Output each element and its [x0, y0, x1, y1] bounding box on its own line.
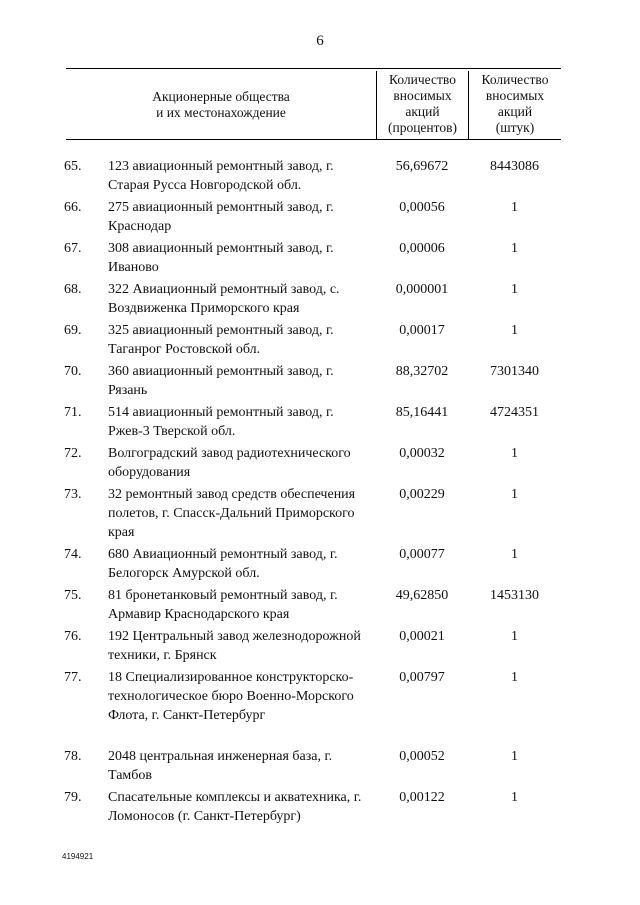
shares-quantity: 7301340	[490, 364, 539, 379]
shares-quantity: 1	[511, 241, 518, 256]
shares-percent: 0,00797	[399, 670, 445, 685]
shares-quantity: 1	[511, 790, 518, 805]
shares-percent: 49,62850	[395, 588, 449, 603]
table-row	[0, 747, 640, 788]
row-number: 66.	[64, 200, 82, 215]
shares-quantity: 4724351	[490, 405, 539, 420]
shares-percent: 0,00056	[399, 200, 445, 215]
company-name: 275 авиационный ремонтный завод, г. Краснодар	[108, 200, 334, 234]
row-number: 72.	[64, 446, 82, 461]
shares-percent: 88,32702	[395, 364, 449, 379]
table-row	[0, 668, 640, 747]
row-number: 70.	[64, 364, 82, 379]
shares-percent: 0,00021	[399, 629, 445, 644]
header-percent-line: (процентов)	[387, 120, 457, 135]
company-name: 123 авиационный ремонтный завод, г. Старая Русса Новгородской обл.	[108, 159, 334, 193]
shares-quantity: 1	[511, 670, 518, 685]
page-number: 6	[316, 33, 324, 49]
document-code: 4194921	[62, 852, 94, 861]
table-row	[0, 545, 640, 586]
header-org-line: Акционерные общества	[152, 89, 290, 104]
company-name: 18 Специализированное конструкторско-технологическое бюро Военно-Морского Флота, г. Санкт-Петербург	[108, 670, 354, 723]
row-number: 68.	[64, 282, 82, 297]
table-row	[0, 627, 640, 668]
header-quantity-line: Количество	[481, 72, 549, 87]
shares-percent: 0,00077	[399, 547, 445, 562]
table-row	[0, 788, 640, 829]
shares-quantity: 1	[511, 629, 518, 644]
table-body	[0, 157, 640, 829]
table-header	[66, 68, 561, 140]
row-number: 73.	[64, 487, 82, 502]
header-percent-line: вносимых	[393, 88, 452, 103]
shares-quantity: 1	[511, 547, 518, 562]
company-name: 81 бронетанковый ремонтный завод, г. Армавир Краснодарского края	[108, 588, 338, 622]
company-name: 308 авиационный ремонтный завод, г. Иваново	[108, 241, 334, 275]
shares-percent: 0,000001	[395, 282, 449, 297]
header-percent-line: акций	[405, 104, 440, 119]
table-row	[0, 157, 640, 198]
table-row	[0, 403, 640, 444]
table-row	[0, 485, 640, 545]
shares-percent: 0,00006	[399, 241, 445, 256]
company-name: 192 Центральный завод железнодорожной техники, г. Брянск	[108, 629, 361, 663]
row-number: 75.	[64, 588, 82, 603]
table-row	[0, 321, 640, 362]
company-name: 360 авиационный ремонтный завод, г. Рязань	[108, 364, 334, 398]
table-row	[0, 280, 640, 321]
row-number: 78.	[64, 749, 82, 764]
shares-percent: 0,00229	[399, 487, 445, 502]
header-quantity-line: (штук)	[495, 120, 535, 135]
company-name: 325 авиационный ремонтный завод, г. Таганрог Ростовской обл.	[108, 323, 334, 357]
row-number: 67.	[64, 241, 82, 256]
header-organizations	[66, 89, 376, 121]
shares-percent: 0,00032	[399, 446, 445, 461]
header-percent-column	[376, 71, 468, 139]
shares-quantity: 1	[511, 323, 518, 338]
company-name: 680 Авиационный ремонтный завод, г. Белогорск Амурской обл.	[108, 547, 338, 581]
row-number: 65.	[64, 159, 82, 174]
header-percent-line: Количество	[389, 72, 456, 87]
shares-percent: 0,00052	[399, 749, 445, 764]
shares-quantity: 8443086	[490, 159, 539, 174]
company-name: 32 ремонтный завод средств обеспечения полетов, г. Спасск-Дальний Приморского края	[108, 487, 356, 540]
company-name: 514 авиационный ремонтный завод, г. Ржев-3 Тверской обл.	[108, 405, 334, 439]
shares-quantity: 1	[511, 282, 518, 297]
table-row	[0, 444, 640, 485]
company-name: 2048 центральная инженерная база, г. Тамбов	[108, 749, 333, 783]
company-name: 322 Авиационный ремонтный завод, с. Воздвиженка Приморского края	[108, 282, 340, 316]
row-number: 76.	[64, 629, 82, 644]
row-number: 79.	[64, 790, 82, 805]
header-quantity-column	[468, 71, 561, 139]
shares-percent: 0,00017	[399, 323, 445, 338]
company-name: Волгоградский завод радиотехнического оборудования	[108, 446, 351, 480]
row-number: 69.	[64, 323, 82, 338]
row-number: 77.	[64, 670, 82, 685]
row-number: 71.	[64, 405, 82, 420]
shares-quantity: 1	[511, 446, 518, 461]
table-row	[0, 239, 640, 280]
shares-quantity: 1	[511, 487, 518, 502]
shares-quantity: 1	[511, 749, 518, 764]
shares-quantity: 1	[511, 200, 518, 215]
shares-percent: 85,16441	[395, 405, 449, 420]
header-quantity-line: вносимых	[485, 88, 545, 103]
header-quantity-line: акций	[497, 104, 533, 119]
shares-quantity: 1453130	[490, 588, 539, 603]
table-row	[0, 586, 640, 627]
table-row	[0, 198, 640, 239]
header-org-line: и их местонахождение	[156, 105, 286, 120]
table-row	[0, 362, 640, 403]
shares-percent: 56,69672	[395, 159, 449, 174]
company-name: Спасательные комплексы и акватехника, г. Ломоносов (г. Санкт-Петербург)	[108, 790, 362, 824]
shares-percent: 0,00122	[399, 790, 445, 805]
row-number: 74.	[64, 547, 82, 562]
